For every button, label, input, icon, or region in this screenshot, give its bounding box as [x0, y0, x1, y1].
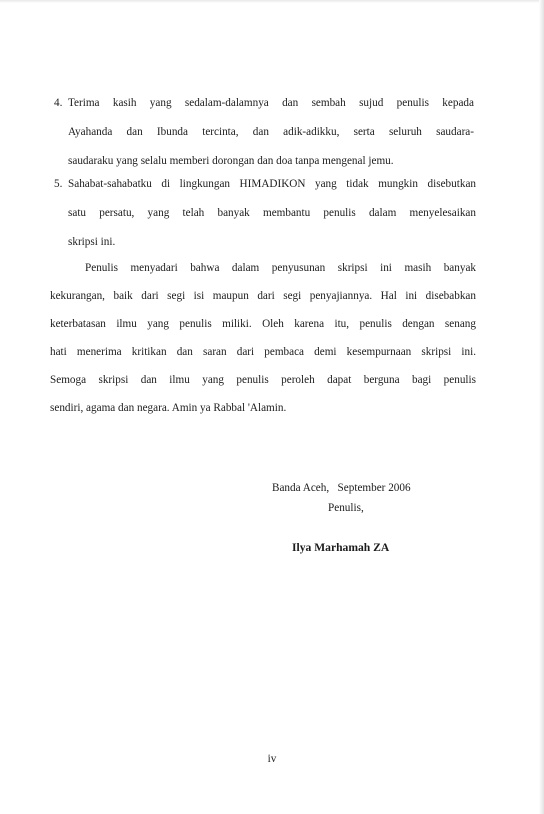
list-item-number: 4.: [54, 97, 63, 109]
list-item-line: satu persatu, yang telah banyak membantu penulis dalam menyelesaikan: [68, 207, 476, 219]
list-item-line: Terima kasih yang sedalam-dalamnya dan sembah sujud penulis kepada: [68, 97, 474, 109]
page-number: iv: [267, 753, 277, 765]
list-item-number: 5.: [54, 178, 63, 190]
paragraph-line: keterbatasan ilmu yang penulis miliki. Oleh karena itu, penulis dengan senang: [50, 318, 476, 330]
list-item-line: Ayahanda dan Ibunda tercinta, dan adik-adikku, serta seluruh saudara-: [68, 126, 474, 138]
page-top-edge: [0, 0, 544, 3]
signature-name: Ilya Marhamah ZA: [292, 541, 390, 554]
paragraph-line: hati menerima kritikan dan saran dari pembaca demi kesempurnaan skripsi ini.: [50, 346, 476, 358]
paragraph-line: kekurangan, baik dari segi isi maupun dari segi penyajiannya. Hal ini disebabkan: [50, 290, 476, 302]
page-right-edge: [539, 0, 544, 814]
signature-place-date: Banda Aceh, September 2006: [272, 482, 411, 494]
paragraph-line: Semoga skripsi dan ilmu yang penulis peroleh dapat berguna bagi penulis: [50, 374, 476, 386]
list-item-line: saudaraku yang selalu memberi dorongan dan doa tanpa mengenal jemu.: [68, 155, 394, 167]
signature-role: Penulis,: [328, 502, 364, 514]
list-item-line: Sahabat-sahabatku di lingkungan HIMADIKON yang tidak mungkin disebutkan: [68, 178, 476, 190]
paragraph-line: sendiri, agama dan negara. Amin ya Rabbal 'Alamin.: [50, 402, 287, 414]
paragraph-line: Penulis menyadari bahwa dalam penyusunan skripsi ini masih banyak: [85, 262, 476, 274]
list-item-line: skripsi ini.: [68, 236, 116, 248]
